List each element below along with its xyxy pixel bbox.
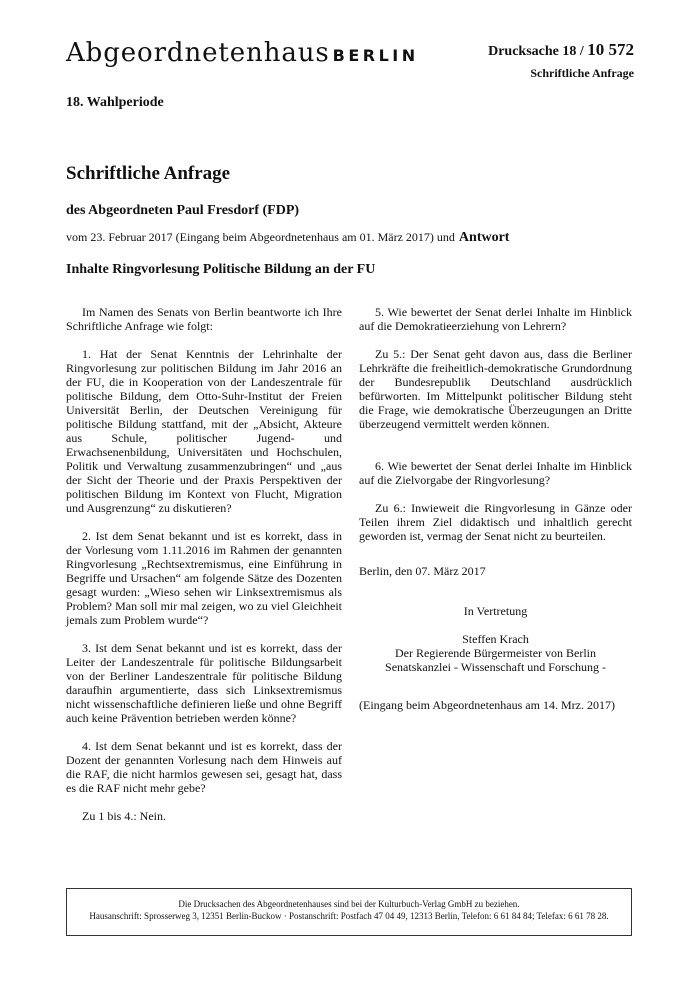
antwort-label: Antwort <box>458 230 510 245</box>
logo-city: BERLIN <box>332 46 419 65</box>
question-3: 3. Ist dem Senat bekannt und ist es korrekt, dass der Leiter der Landeszentrale für politische Bildungsarbeit von der Berliner Landeszentrale für politische Bildung daraufhin argumentierte, dass sich Linksextremismus nicht wissenschaftliche definieren ließe und ohne Begriff auch keine Prävention betrieben werden könne? <box>66 641 342 725</box>
subject-heading: Inhalte Ringvorlesung Politische Bildung an der FU <box>66 262 376 277</box>
footer-line-2: Hausanschrift: Sprosserweg 3, 12351 Berlin-Buckow · Postanschrift: Postfach 47 04 49, 12313 Berlin, Telefon: 6 61 84 84; Telefax: 6 61 78 28. <box>89 911 609 921</box>
right-column <box>359 305 632 543</box>
footer-line-1: Die Drucksachen des Abgeordnetenhauses sind bei der Kulturbuch-Verlag GmbH zu beziehen. <box>178 899 520 909</box>
signer-department: Senatskanzlei - Wissenschaft und Forschung - <box>385 660 606 674</box>
drucksache-label: Drucksache 18 / <box>488 44 584 59</box>
drucksache-number <box>488 40 634 60</box>
parliament-logo <box>66 38 419 68</box>
footer-box <box>66 888 632 936</box>
in-vertretung: In Vertretung <box>463 604 528 618</box>
drucksache-value: 10 572 <box>587 40 634 59</box>
question-6: 6. Wie bewertet der Senat derlei Inhalte im Hinblick auf die Zielvorgabe der Ringvorlesung? <box>359 459 632 487</box>
dates-line <box>66 230 509 246</box>
answer-6: Zu 6.: Inwieweit die Ringvorlesung in Gänze oder Teilen ihrem Ziel didaktisch und inhaltlich gerecht geworden ist, vermag der Senat nicht zu beurteilen. <box>359 501 632 543</box>
logo-wordmark: Abgeordnetenhaus <box>66 38 330 68</box>
receipt-note: (Eingang beim Abgeordnetenhaus am 14. Mrz. 2017) <box>359 698 615 712</box>
dates-text: vom 23. Februar 2017 (Eingang beim Abgeordnetenhaus am 01. März 2017) und <box>66 230 455 244</box>
page-title: Schriftliche Anfrage <box>66 163 231 184</box>
question-5: 5. Wie bewertet der Senat derlei Inhalte im Hinblick auf die Demokratieerziehung von Lehrern? <box>359 305 632 333</box>
question-4: 4. Ist dem Senat bekannt und ist es korrekt, dass der Dozent der genannten Vorlesung nach dem Hinweis auf die RAF, die nicht harmlos gewesen sei, gesagt hat, dass es die RAF nicht mehr gebe? <box>66 739 342 795</box>
question-2: 2. Ist dem Senat bekannt und ist es korrekt, dass in der Vorlesung vom 1.11.2016 im Rahmen der genannten Ringvorlesung „Rechtsextremismus, eine Einführung in Begriffe und Ursachen“ am folgende Sätze des Dozenten gesagt wurden: „Wieso sehen wir Linksextremismus als Problem? Man soll mir mal zeigen, wo zu viel Gleichheit jemals zum Problem wurde“? <box>66 529 342 627</box>
wahlperiode: 18. Wahlperiode <box>66 95 164 110</box>
signer-title: Der Regierende Bürgermeister von Berlin <box>394 646 597 660</box>
intro-paragraph: Im Namen des Senats von Berlin beantworte ich Ihre Schriftliche Anfrage wie folgt: <box>66 305 342 333</box>
author-line: des Abgeordneten Paul Fresdorf (FDP) <box>66 203 300 218</box>
answer-1-4: Zu 1 bis 4.: Nein. <box>82 809 166 823</box>
signature-date: Berlin, den 07. März 2017 <box>359 564 486 578</box>
answer-5: Zu 5.: Der Senat geht davon aus, dass die Berliner Lehrkräfte die freiheitlich-demokratische Grundordnung der Bundesrepublik Deutschland ausdrücklich befürworten. Im Mittelpunkt politischer Bildung steht die Frage, wie demokratische Überzeugungen an Dritte überzeugend vermittelt werden können. <box>359 347 632 431</box>
question-1: 1. Hat der Senat Kenntnis der Lehrinhalte der Ringvorlesung zur politischen Bildung im Jahr 2016 an der FU, die in Kooperation von der Landeszentrale für politische Bildung, dem Otto-Suhr-Institut der Freien Universität Berlin, der Deutschen Vereinigung für politische Bildung stattfand, mit der „Absicht, Akteure aus Schule, politischer Jugend- und Erwachsenenbildung, Universitäten und Hochschulen, Politik und Verwaltung zusammenzubringen“ und „aus der Sicht der Theorie und der Praxis Perspektiven der politischen Bildung im Kontext von Flucht, Migration und Ausgrenzung“ zu diskutieren? <box>66 347 342 515</box>
signer-name: Steffen Krach <box>462 632 529 646</box>
left-column <box>66 305 342 823</box>
document-type: Schriftliche Anfrage <box>530 66 634 80</box>
